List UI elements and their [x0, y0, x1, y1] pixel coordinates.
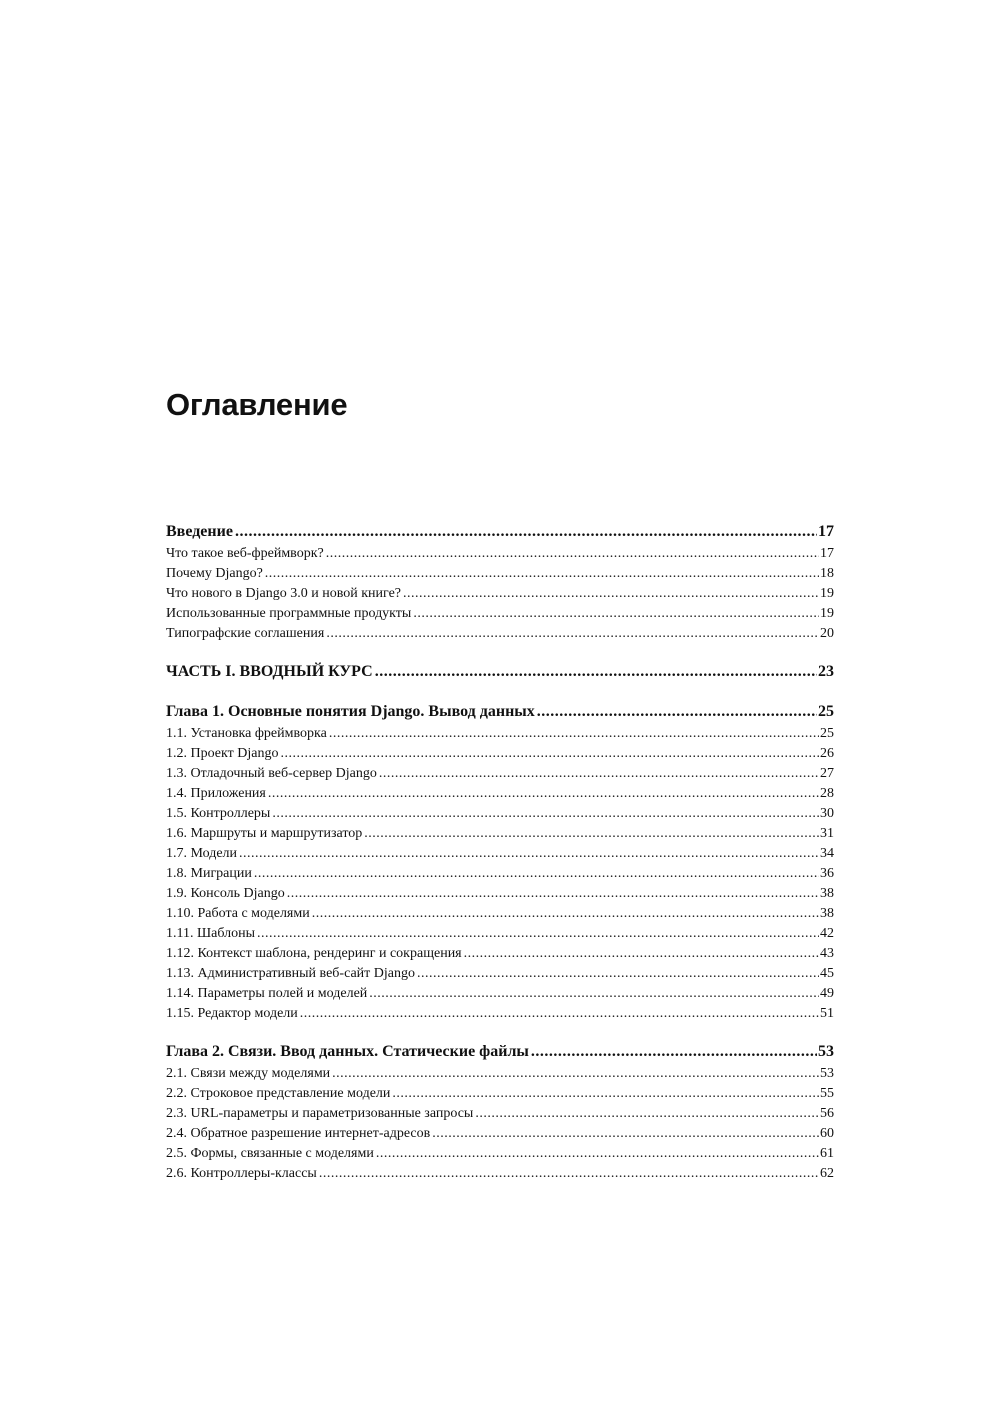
toc-entry[interactable]	[166, 884, 834, 904]
toc-entry-page-number: 49	[820, 986, 834, 1001]
dot-leader	[312, 904, 819, 924]
toc-entry-page-number: 62	[820, 1166, 834, 1181]
toc-entry-label: 1.13. Административный веб-сайт Django	[166, 966, 415, 981]
toc-entry[interactable]	[166, 944, 834, 964]
dot-leader	[329, 724, 819, 744]
toc-entry-label: Глава 1. Основные понятия Django. Вывод данных	[166, 703, 535, 720]
toc-entry[interactable]	[166, 984, 834, 1004]
toc-entry-page-number: 26	[820, 746, 834, 761]
dot-leader	[379, 764, 819, 784]
toc-entry[interactable]	[166, 924, 834, 944]
toc-entry-label: Введение	[166, 523, 233, 540]
toc-entry[interactable]	[166, 724, 834, 744]
dot-leader	[257, 924, 819, 944]
toc-entry-page-number: 42	[820, 926, 834, 941]
toc-entry-label: 1.14. Параметры полей и моделей	[166, 986, 368, 1001]
toc-entry-label: 1.12. Контекст шаблона, рендеринг и сокращения	[166, 946, 462, 961]
toc-entry-page-number: 30	[820, 806, 834, 821]
dot-leader	[332, 1064, 819, 1084]
toc-entry-label: Что нового в Django 3.0 и новой книге?	[166, 586, 402, 601]
toc-entry-label: 1.8. Миграции	[166, 866, 252, 881]
dot-leader	[235, 520, 817, 544]
toc-entry-page-number: 38	[820, 906, 834, 921]
dot-leader	[287, 884, 819, 904]
dot-leader	[464, 944, 819, 964]
toc-entry-label: 2.4. Обратное разрешение интернет-адресов	[166, 1126, 431, 1141]
dot-leader	[300, 1004, 819, 1024]
toc-entry[interactable]	[166, 864, 834, 884]
dot-leader	[265, 564, 819, 584]
dot-leader	[272, 804, 819, 824]
toc-entry-label: 1.1. Установка фреймворка	[166, 726, 327, 741]
dot-leader	[392, 1084, 819, 1104]
toc-entry-page-number: 20	[820, 626, 834, 641]
dot-leader	[326, 624, 819, 644]
toc-entry-label: 2.1. Связи между моделями	[166, 1066, 331, 1081]
dot-leader	[280, 744, 819, 764]
toc-entry-label: 1.5. Контроллеры	[166, 806, 271, 821]
dot-leader	[475, 1104, 819, 1124]
toc-entry-label: 1.9. Консоль Django	[166, 886, 285, 901]
toc-entry[interactable]	[166, 544, 834, 564]
toc-entry[interactable]	[166, 764, 834, 784]
toc-entry-page-number: 38	[820, 886, 834, 901]
toc-heading-entry[interactable]	[166, 700, 834, 724]
toc-entry-page-number: 19	[820, 586, 834, 601]
toc-entry-label: Что такое веб-фреймворк?	[166, 546, 324, 561]
toc-entry[interactable]	[166, 964, 834, 984]
toc-entry[interactable]	[166, 784, 834, 804]
toc-entry-page-number: 36	[820, 866, 834, 881]
toc-entry[interactable]	[166, 1164, 834, 1184]
toc-entry-label: 2.6. Контроллеры-классы	[166, 1166, 317, 1181]
toc-entry-label: 1.10. Работа с моделями	[166, 906, 310, 921]
toc-heading-entry[interactable]	[166, 1040, 834, 1064]
toc-entry-page-number: 53	[820, 1066, 834, 1081]
dot-leader	[239, 844, 819, 864]
toc-entry-label: 1.7. Модели	[166, 846, 238, 861]
toc-entry-page-number: 17	[818, 523, 834, 540]
toc-entry-label: 1.4. Приложения	[166, 786, 266, 801]
dot-leader	[268, 784, 819, 804]
toc-section	[166, 520, 834, 644]
toc-entry-page-number: 23	[818, 663, 834, 680]
toc-entry-label: 1.6. Маршруты и маршрутизатор	[166, 826, 363, 841]
toc-entry[interactable]	[166, 624, 834, 644]
toc-entry-page-number: 51	[820, 1006, 834, 1021]
dot-leader	[432, 1124, 819, 1144]
page-title: Оглавление	[166, 387, 348, 422]
dot-leader	[531, 1040, 817, 1064]
dot-leader	[376, 1144, 819, 1164]
toc-entry[interactable]	[166, 584, 834, 604]
toc-entry-page-number: 31	[820, 826, 834, 841]
dot-leader	[417, 964, 819, 984]
toc-entry[interactable]	[166, 1144, 834, 1164]
toc-section	[166, 700, 834, 1024]
dot-leader	[254, 864, 819, 884]
toc-entry[interactable]	[166, 1004, 834, 1024]
toc-entry-page-number: 56	[820, 1106, 834, 1121]
toc-entry-label: ЧАСТЬ I. ВВОДНЫЙ КУРС	[166, 663, 373, 680]
toc-entry[interactable]	[166, 844, 834, 864]
toc-entry-label: Глава 2. Связи. Ввод данных. Статические файлы	[166, 1043, 529, 1060]
toc-entry-label: Типографские соглашения	[166, 626, 325, 641]
toc-heading-entry[interactable]	[166, 520, 834, 544]
toc-entry[interactable]	[166, 804, 834, 824]
dot-leader	[413, 604, 819, 624]
toc-entry-page-number: 60	[820, 1126, 834, 1141]
toc-entry-page-number: 34	[820, 846, 834, 861]
toc-entry-label: 2.3. URL-параметры и параметризованные запросы	[166, 1106, 474, 1121]
toc-entry-page-number: 27	[820, 766, 834, 781]
toc-entry-page-number: 17	[820, 546, 834, 561]
dot-leader	[375, 660, 817, 684]
toc-section	[166, 660, 834, 684]
toc-entry-page-number: 55	[820, 1086, 834, 1101]
dot-leader	[403, 584, 819, 604]
toc-entry-label: Использованные программные продукты	[166, 606, 412, 621]
toc-entry-page-number: 43	[820, 946, 834, 961]
toc-entry[interactable]	[166, 744, 834, 764]
table-of-contents	[166, 520, 834, 1184]
dot-leader	[537, 700, 817, 724]
toc-entry-page-number: 28	[820, 786, 834, 801]
toc-heading-entry[interactable]	[166, 660, 834, 684]
dot-leader	[369, 984, 819, 1004]
toc-entry[interactable]	[166, 1124, 834, 1144]
toc-entry[interactable]	[166, 564, 834, 584]
dot-leader	[326, 544, 819, 564]
toc-entry-page-number: 53	[818, 1043, 834, 1060]
toc-entry-label: 1.2. Проект Django	[166, 746, 279, 761]
toc-entry-label: Почему Django?	[166, 566, 263, 581]
toc-entry-page-number: 61	[820, 1146, 834, 1161]
toc-entry-page-number: 25	[820, 726, 834, 741]
toc-entry-label: 2.5. Формы, связанные с моделями	[166, 1146, 374, 1161]
toc-entry-page-number: 19	[820, 606, 834, 621]
toc-entry[interactable]	[166, 904, 834, 924]
toc-entry-page-number: 18	[820, 566, 834, 581]
dot-leader	[319, 1164, 819, 1184]
toc-entry[interactable]	[166, 824, 834, 844]
toc-entry[interactable]	[166, 1104, 834, 1124]
toc-entry[interactable]	[166, 1064, 834, 1084]
toc-entry[interactable]	[166, 604, 834, 624]
toc-section	[166, 1040, 834, 1184]
toc-entry-label: 1.3. Отладочный веб-сервер Django	[166, 766, 377, 781]
toc-entry-label: 1.11. Шаблоны	[166, 926, 255, 941]
dot-leader	[364, 824, 819, 844]
toc-entry[interactable]	[166, 1084, 834, 1104]
toc-entry-page-number: 45	[820, 966, 834, 981]
toc-entry-label: 2.2. Строковое представление модели	[166, 1086, 391, 1101]
toc-entry-page-number: 25	[818, 703, 834, 720]
toc-entry-label: 1.15. Редактор модели	[166, 1006, 298, 1021]
